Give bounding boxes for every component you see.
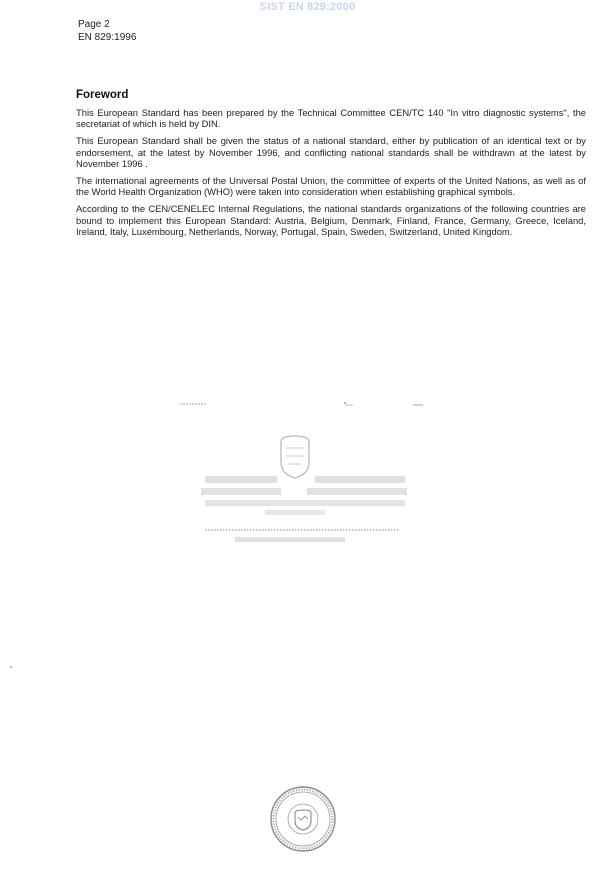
document-watermark: SIST EN 829:2000 [259,1,356,13]
foreword-paragraph-1: This European Standard has been prepared by the Technical Committee CEN/TC 140 "In vitro diagnostic systems", the secretariat of which is held by DIN. [76,107,586,130]
page-number: Page 2 [78,19,110,30]
scan-speck [344,402,346,404]
round-seal-stamp-icon [268,784,338,854]
document-id: EN 829:1996 [78,32,137,43]
foreword-title: Foreword [76,89,129,101]
page-header [78,18,136,44]
faded-crest-stamp-icon [175,398,435,548]
foreword-section [76,89,586,243]
foreword-paragraph-2: This European Standard shall be given the status of a national standard, either by publication of an identical text or by endorsement, at the latest by November 1996, and conflicting national standards shall be withdrawn at the latest by November 1996 . [76,135,586,169]
scan-speck [10,666,12,668]
foreword-paragraph-4: According to the CEN/CENELEC Internal Regulations, the national standards organizations of the following countries are bound to implement this European Standard: Austria, Belgium, Denmark, Finland, France, Germany, Greece, Iceland, Ireland, Italy, Luxembourg, Netherlands, Norway, Portugal, Spain, Sweden, Switzerland, United Kingdom. [76,203,586,237]
foreword-paragraph-3: The international agreements of the Universal Postal Union, the committee of experts of the United Nations, as well as of the World Health Organization (WHO) were taken into consideration when establishing graphical symbols. [76,175,586,198]
